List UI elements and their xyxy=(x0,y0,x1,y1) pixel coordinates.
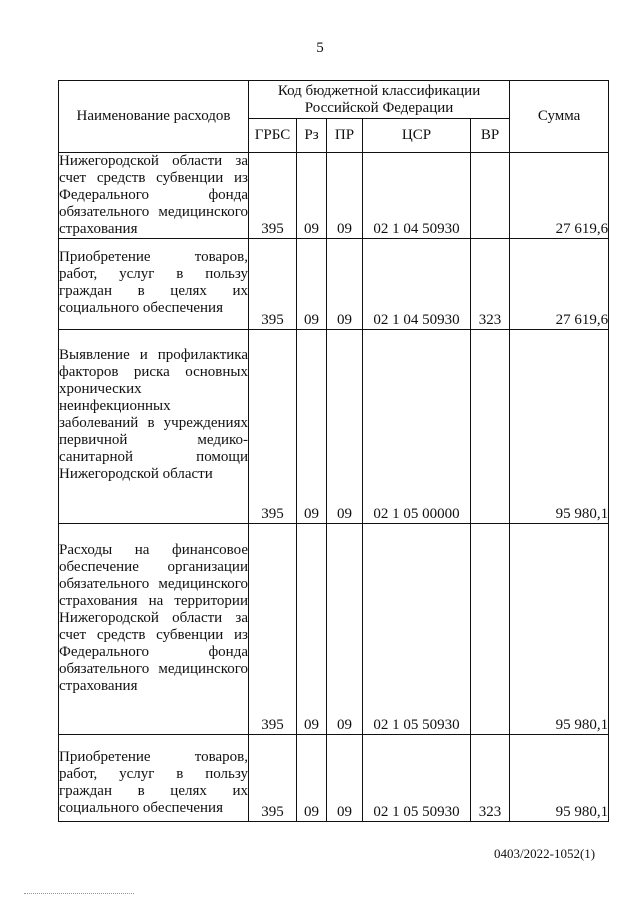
amount-cell: 95 980,1 xyxy=(510,330,609,524)
rz-cell: 09 xyxy=(297,239,327,330)
grbs-cell: 395 xyxy=(249,330,297,524)
expense-name: Расходы на финансовое обеспечение организации обязательного медицинского страхования на территории Нижегородской области за счет средств субвенции из Федерального фонда обязательного медицинского страхования xyxy=(59,524,249,735)
pr-cell: 09 xyxy=(327,153,363,239)
page-number: 5 xyxy=(316,40,324,56)
vr-cell: 323 xyxy=(471,239,510,330)
csr-cell: 02 1 04 50930 xyxy=(363,153,471,239)
amount-cell: 95 980,1 xyxy=(510,524,609,735)
pr-cell: 09 xyxy=(327,239,363,330)
csr-cell: 02 1 05 00000 xyxy=(363,330,471,524)
header-budget-code: Код бюджетной классификации Российской Федерации xyxy=(249,81,510,119)
document-id: 0403/2022-1052(1) xyxy=(494,846,596,861)
rz-cell: 09 xyxy=(297,524,327,735)
vr-cell xyxy=(471,153,510,239)
pr-cell: 09 xyxy=(327,330,363,524)
amount-cell: 27 619,6 xyxy=(510,153,609,239)
header-grbs: ГРБС xyxy=(249,119,297,153)
table-row xyxy=(59,735,609,822)
csr-cell: 02 1 05 50930 xyxy=(363,735,471,822)
grbs-cell: 395 xyxy=(249,239,297,330)
table-row xyxy=(59,239,609,330)
expense-name: Нижегородской области за счет средств субвенции из Федерального фонда обязательного медицинского страхования xyxy=(59,153,248,237)
table-row xyxy=(59,153,609,239)
rz-cell: 09 xyxy=(297,153,327,239)
amount-cell: 27 619,6 xyxy=(510,239,609,330)
header-vr: ВР xyxy=(471,119,510,153)
header-expense-name: Наименование расходов xyxy=(59,81,249,153)
vr-cell xyxy=(471,330,510,524)
table-row xyxy=(59,524,609,735)
scan-artifact xyxy=(24,893,134,895)
rz-cell: 09 xyxy=(297,735,327,822)
header-rz: Рз xyxy=(297,119,327,153)
table-row xyxy=(59,330,609,524)
rz-cell: 09 xyxy=(297,330,327,524)
vr-cell xyxy=(471,524,510,735)
pr-cell: 09 xyxy=(327,524,363,735)
expense-name: Приобретение товаров, работ, услуг в пользу граждан в целях их социального обеспечения xyxy=(59,735,249,822)
grbs-cell: 395 xyxy=(249,735,297,822)
expense-name: Выявление и профилактика факторов риска основных хронических неинфекционных заболеваний в учреждениях первичной медико-санитарной помощи Нижегородской области xyxy=(59,330,249,524)
csr-cell: 02 1 05 50930 xyxy=(363,524,471,735)
vr-cell: 323 xyxy=(471,735,510,822)
header-pr: ПР xyxy=(327,119,363,153)
header-csr: ЦСР xyxy=(363,119,471,153)
pr-cell: 09 xyxy=(327,735,363,822)
budget-table xyxy=(58,80,609,822)
grbs-cell: 395 xyxy=(249,524,297,735)
expense-name: Приобретение товаров, работ, услуг в пользу граждан в целях их социального обеспечения xyxy=(59,239,249,330)
csr-cell: 02 1 04 50930 xyxy=(363,239,471,330)
grbs-cell: 395 xyxy=(249,153,297,239)
header-amount: Сумма xyxy=(510,81,609,153)
amount-cell: 95 980,1 xyxy=(510,735,609,822)
